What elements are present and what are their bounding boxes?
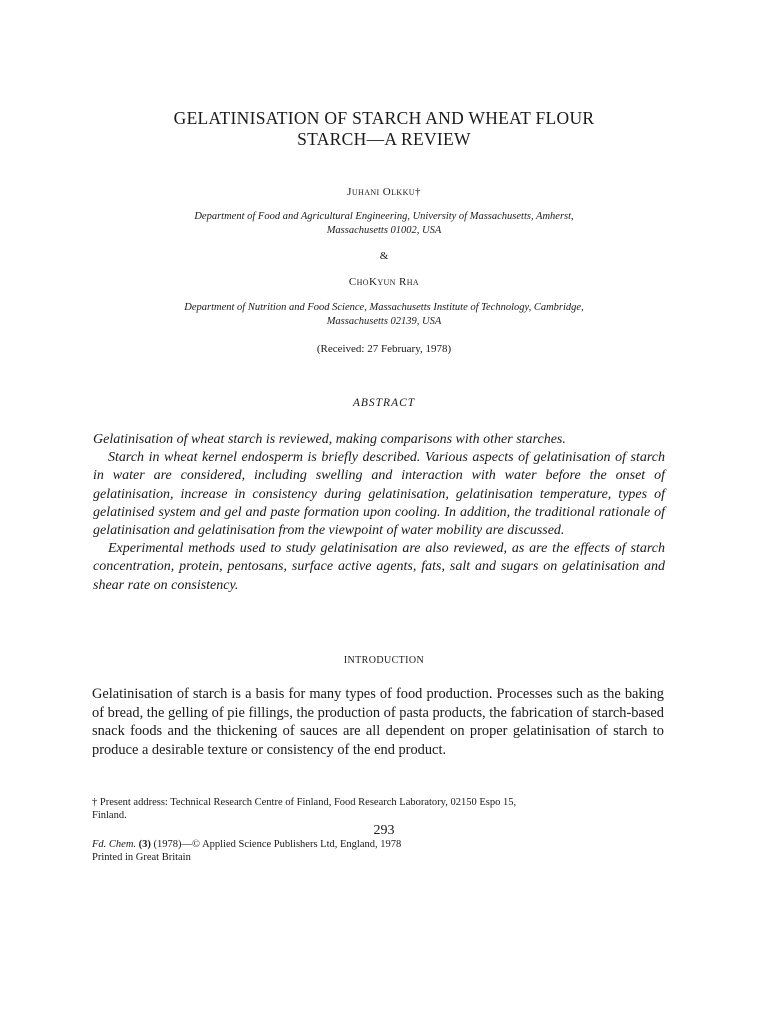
abstract-paragraph-3: Experimental methods used to study gelatinisation are also reviewed, as are the effects of starch concentration, protein, pentosans, surface active agents, fats, salt and sugars on gelatinisation and shear rate on consistency. — [93, 541, 665, 593]
introduction-heading: INTRODUCTION — [343, 655, 425, 666]
author-1-affiliation — [96, 210, 672, 238]
footnote-line-1: † Present address: Technical Research Centre of Finland, Food Research Laboratory, 02150 Espo 15, — [92, 797, 517, 808]
introduction-paragraph: Gelatinisation of starch is a basis for many types of food production. Processes such as the baking of bread, the gelling of pie fillings, the production of pasta products, the fabrication of starch-based snack foods and the thickening of sauces are all dependent on proper gelatinisation of starch to produce a desirable texture or consistency of the end product. — [92, 686, 664, 758]
author-2 — [100, 276, 668, 288]
abstract-body — [93, 431, 665, 595]
author-1-footnote-marker: † — [414, 186, 421, 198]
citation-journal: Fd. Chem. — [92, 839, 137, 850]
citation-printed: Printed in Great Britain — [92, 851, 191, 863]
author-separator: & — [379, 250, 389, 262]
footnote-line-2: Finland. — [92, 810, 127, 821]
title-line-1: GELATINISATION OF STARCH AND WHEAT FLOUR — [173, 108, 595, 128]
author-1 — [100, 186, 668, 198]
author-2-name: ChoKyun Rha — [348, 276, 420, 288]
citation-publisher: (1978)—© Applied Science Publishers Ltd, England, 1978 — [150, 839, 402, 850]
paper-title — [100, 108, 668, 150]
title-line-2: STARCH—A REVIEW — [297, 129, 471, 149]
citation-line-1 — [92, 839, 668, 852]
affiliation-2-line-2: Massachusetts 02139, USA — [326, 316, 442, 327]
affiliation-2-line-1: Department of Nutrition and Food Science, Massachusetts Institute of Technology, Cambridge, — [184, 302, 584, 313]
author-1-name: Juhani Olkku — [347, 186, 415, 198]
abstract-paragraph-2: Starch in wheat kernel endosperm is briefly described. Various aspects of gelatinisation of starch in water are considered, including swelling and interaction with water before the onset of gelatinisation, increase in consistency during gelatinisation, gelatinisation temperature, types of gelatinised system and gel and paste formation upon cooling. In addition, the traditional rationale of gelatinisation and gelatinisation from the viewpoint of water mobility are discussed. — [93, 450, 665, 539]
affiliation-1-line-1: Department of Food and Agricultural Engineering, University of Massachusetts, Amherst, — [194, 211, 574, 222]
page-number: 293 — [373, 823, 395, 838]
abstract-paragraph-1: Gelatinisation of wheat starch is reviewed, making comparisons with other starches. — [93, 432, 566, 447]
abstract-heading: ABSTRACT — [352, 397, 416, 409]
journal-citation — [92, 839, 668, 864]
affiliation-1-line-2: Massachusetts 01002, USA — [326, 225, 442, 236]
citation-volume: (3) — [138, 839, 151, 850]
received-date: (Received: 27 February, 1978) — [316, 343, 452, 355]
author-2-affiliation — [96, 301, 672, 329]
footnote — [92, 796, 668, 822]
